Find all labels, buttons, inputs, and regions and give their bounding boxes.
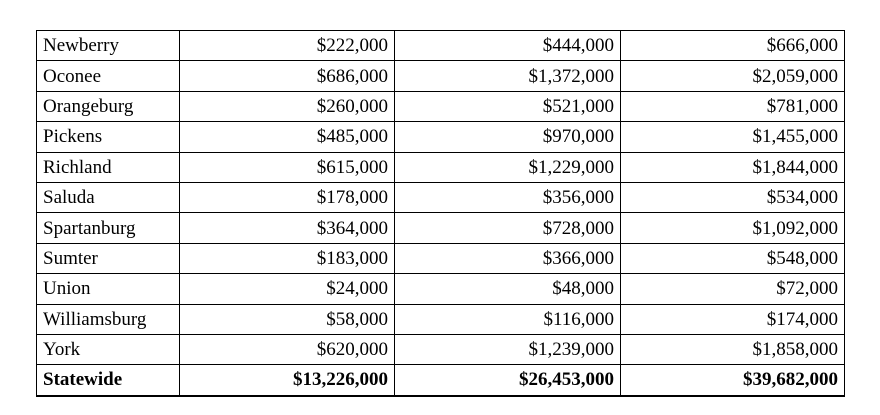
- value-cell: $781,000: [621, 91, 845, 121]
- value-cell: $72,000: [621, 274, 845, 304]
- table-row: [37, 122, 845, 152]
- county-cell: Newberry: [37, 31, 180, 61]
- table-row: [37, 182, 845, 212]
- value-cell: $2,059,000: [621, 61, 845, 91]
- value-cell: $620,000: [180, 334, 395, 364]
- table-row: [37, 61, 845, 91]
- value-cell: $1,372,000: [395, 61, 621, 91]
- table-row: [37, 243, 845, 273]
- table-row: [37, 31, 845, 61]
- value-cell: $1,844,000: [621, 152, 845, 182]
- value-cell: $1,239,000: [395, 334, 621, 364]
- value-cell: $548,000: [621, 243, 845, 273]
- value-cell: $534,000: [621, 182, 845, 212]
- value-cell: $174,000: [621, 304, 845, 334]
- table-row: [37, 334, 845, 364]
- value-cell: $1,092,000: [621, 213, 845, 243]
- table-row: [37, 91, 845, 121]
- total-value-cell: $13,226,000: [180, 365, 395, 396]
- county-cell: Orangeburg: [37, 91, 180, 121]
- table-row: [37, 152, 845, 182]
- value-cell: $222,000: [180, 31, 395, 61]
- county-cell: Williamsburg: [37, 304, 180, 334]
- county-cell: Spartanburg: [37, 213, 180, 243]
- value-cell: $178,000: [180, 182, 395, 212]
- county-cell: Sumter: [37, 243, 180, 273]
- table-row: [37, 274, 845, 304]
- value-cell: $728,000: [395, 213, 621, 243]
- value-cell: $116,000: [395, 304, 621, 334]
- value-cell: $183,000: [180, 243, 395, 273]
- total-label-cell: Statewide: [37, 365, 180, 396]
- value-cell: $485,000: [180, 122, 395, 152]
- county-cell: Richland: [37, 152, 180, 182]
- county-funding-table: [36, 30, 845, 397]
- value-cell: $521,000: [395, 91, 621, 121]
- value-cell: $970,000: [395, 122, 621, 152]
- table-row: [37, 304, 845, 334]
- total-value-cell: $39,682,000: [621, 365, 845, 396]
- value-cell: $1,858,000: [621, 334, 845, 364]
- value-cell: $58,000: [180, 304, 395, 334]
- value-cell: $364,000: [180, 213, 395, 243]
- value-cell: $366,000: [395, 243, 621, 273]
- value-cell: $444,000: [395, 31, 621, 61]
- value-cell: $1,455,000: [621, 122, 845, 152]
- statewide-total-row: [37, 365, 845, 396]
- county-cell: Union: [37, 274, 180, 304]
- value-cell: $686,000: [180, 61, 395, 91]
- county-cell: Pickens: [37, 122, 180, 152]
- county-cell: Oconee: [37, 61, 180, 91]
- total-value-cell: $26,453,000: [395, 365, 621, 396]
- county-cell: York: [37, 334, 180, 364]
- value-cell: $666,000: [621, 31, 845, 61]
- value-cell: $1,229,000: [395, 152, 621, 182]
- value-cell: $48,000: [395, 274, 621, 304]
- table-row: [37, 213, 845, 243]
- value-cell: $24,000: [180, 274, 395, 304]
- value-cell: $356,000: [395, 182, 621, 212]
- value-cell: $260,000: [180, 91, 395, 121]
- value-cell: $615,000: [180, 152, 395, 182]
- county-cell: Saluda: [37, 182, 180, 212]
